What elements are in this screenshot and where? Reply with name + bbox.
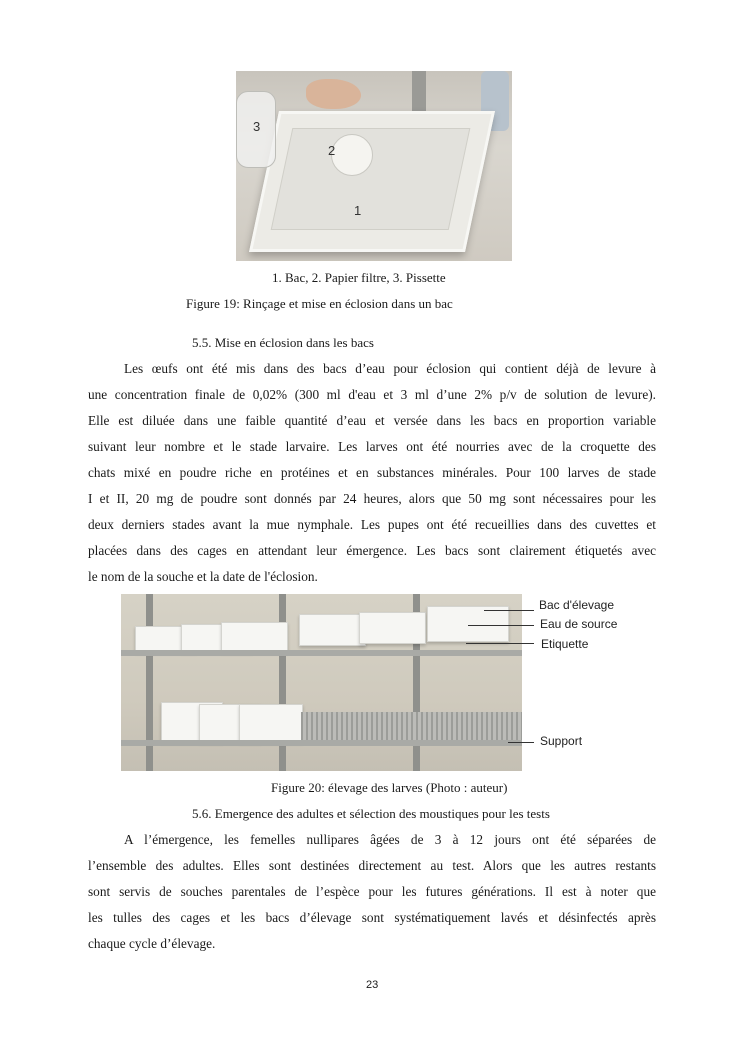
tray: [359, 612, 426, 644]
paragraph-line: l’ensemble des adultes. Elles sont destinées directement au test. Alors que les autres restants: [88, 858, 656, 873]
paragraph-line: I et II, 20 mg de poudre sont donnés par 24 heures, alors que 50 mg sont nécessaires pour les: [88, 491, 656, 506]
faucet-pipe: [412, 71, 426, 113]
figure-19-legend: 1. Bac, 2. Papier filtre, 3. Pissette: [272, 270, 446, 285]
label-bac-elevage: Bac d'élevage: [539, 598, 615, 612]
paragraph-line: deux derniers stades avant la mue nymphale. Les pupes ont été recueillies dans des cuvettes et: [88, 517, 656, 532]
callout-line: [466, 643, 534, 644]
page-number: 23: [366, 979, 379, 991]
photo-label-1: 1: [354, 203, 362, 218]
paragraph-line: suivant leur nombre et le stade larvaire. Les larves ont été nourries avec de la croquette des: [88, 439, 656, 454]
section-5-5-body: [88, 356, 656, 590]
tray: [239, 704, 303, 742]
callout-line: [468, 625, 534, 626]
figure-20-caption: Figure 20: élevage des larves (Photo : auteur): [271, 780, 508, 795]
callout-line: [508, 742, 534, 743]
mesh-support: [301, 712, 522, 740]
paragraph-line: une concentration finale de 0,02% (300 ml d'eau et 3 ml d’une 2% p/v de solution de levure).: [88, 387, 656, 402]
paragraph-line: chaque cycle d’élevage.: [88, 936, 216, 951]
paragraph-line: chats mixé en poudre riche en protéines et en substances minérales. Pour 100 larves de stade: [88, 465, 656, 480]
upper-shelf: [121, 650, 522, 656]
callout-line: [484, 610, 534, 611]
hand: [306, 79, 361, 109]
tray: [299, 614, 366, 646]
paragraph-line: Les œufs ont été mis dans des bacs d’eau pour éclosion qui contient déjà de levure à: [124, 361, 656, 376]
figure-19-caption: Figure 19: Rinçage et mise en éclosion dans un bac: [186, 296, 453, 311]
paragraph-line: Elle est diluée dans une faible quantité d’eau et versée dans les bacs en proportion variable: [88, 413, 656, 428]
paragraph-line: les tulles des cages et les bacs d’élevage sont systématiquement lavés et désinfectés après: [88, 910, 656, 925]
lower-shelf: [121, 740, 522, 746]
paragraph-line: sont servis de souches parentales de l’espèce pour les futures générations. Il est à noter que: [88, 884, 656, 899]
filter-paper: [331, 134, 373, 176]
tray: [221, 622, 288, 652]
figure-20-photo: [121, 594, 522, 771]
figure-19-photo: [236, 71, 512, 261]
label-support: Support: [540, 734, 583, 748]
tray-inner: [271, 128, 471, 230]
rearing-tray: [249, 111, 495, 252]
label-etiquette: Etiquette: [541, 637, 589, 651]
section-5-5-heading: 5.5. Mise en éclosion dans les bacs: [192, 335, 374, 350]
tray: [427, 606, 509, 642]
paragraph-line: placées dans des cages en attendant leur émergence. Les bacs sont clairement étiquetés avec: [88, 543, 656, 558]
photo-label-2: 2: [328, 143, 336, 158]
label-eau-source: Eau de source: [540, 617, 618, 631]
section-5-6-body: [88, 827, 656, 957]
paragraph-line: le nom de la souche et la date de l'éclosion.: [88, 569, 318, 584]
paragraph-line: A l’émergence, les femelles nullipares âgées de 3 à 12 jours ont été séparées de: [124, 832, 656, 847]
photo-label-3: 3: [253, 119, 261, 134]
section-5-6-heading: 5.6. Emergence des adultes et sélection des moustiques pour les tests: [192, 806, 550, 821]
